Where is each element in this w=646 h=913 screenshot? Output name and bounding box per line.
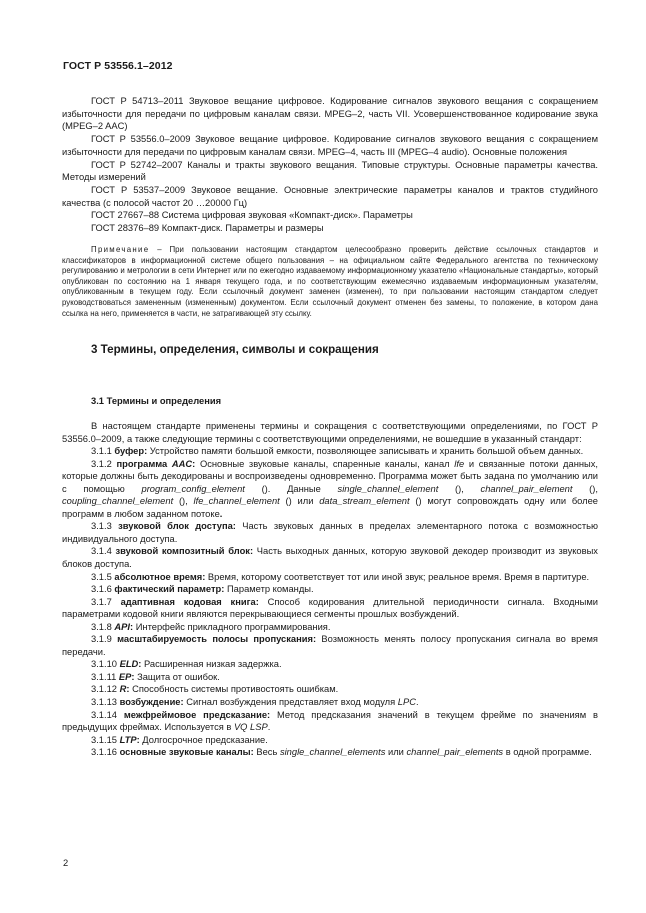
normative-references (62, 95, 598, 235)
term-entry: 3.1.9 масштабируемость полосы пропускания: Возможность менять полосу пропускания сигнала во время передачи. (62, 634, 598, 657)
term-entry: 3.1.15 LTP: Долгосрочное предсказание. (91, 734, 268, 745)
term-name: возбуждение: (119, 697, 184, 708)
reference-item: ГОСТ Р 54713–2011 Звуковое вещание цифровое. Кодирование сигналов звукового вещания с сокращением избыточности для передачи по цифровым каналам связи. MPEG–2, часть VII. Усовершенствованное кодирование звука (MPEG–2 AAC) (62, 96, 598, 132)
term-name: API (114, 621, 130, 632)
reference-item: ГОСТ Р 52742–2007 Каналы и тракты звукового вещания. Типовые структуры. Основные параметры качества. Методы измерений (62, 159, 598, 183)
reference-note (62, 245, 598, 319)
term-entry: 3.1.6 фактический параметр: Параметр команды. (91, 584, 314, 595)
document-header: ГОСТ Р 53556.1–2012 (63, 60, 173, 72)
term-name: EP (118, 671, 132, 682)
term-entry: 3.1.12 R: Способность системы противостоять ошибкам. (91, 684, 339, 695)
term-name: буфер: (114, 446, 148, 457)
term-name: адаптивная кодовая книга: (120, 596, 259, 607)
reference-item: ГОСТ 27667–88 Система цифровая звуковая «Компакт-диск». Параметры (91, 210, 413, 221)
reference-item: ГОСТ 28376–89 Компакт-диск. Параметры и размеры (91, 223, 324, 234)
intro-paragraph: В настоящем стандарте применены термины и сокращения с соответствующими определениями, по ГОСТ Р 53556.0–2009, а также следующие термины с соответствующими определениями, не вошедшие в указанный стандарт: (62, 421, 598, 444)
term-name: R (119, 684, 127, 695)
note-text: – При пользовании настоящим стандартом целесообразно проверить действие ссылочных стандартов и классификаторов в информационной системе общего пользования – на официальном сайте Федерального агентства по техническому регулированию и метрологии в сети Интернет или по ежегодно издаваемому информационному указателю «Национальные стандарты», который опубликован по состоянию на 1 января текущего года, и по соответствующим ежемесячно издаваемым информационным указателям, опубликованным в текущем году. Если ссылочный документ заменен (изменен), то при пользовании настоящим стандартом следует руководствоваться замененным (измененным) документом. Если ссылочный документ отменен без замены, то положение, в котором дана ссылка на него, применяется в части, не затрагивающей эту ссылку. (62, 245, 598, 318)
term-name: основные звуковые каналы: (119, 747, 254, 758)
term-name: межфреймовое предсказание: (123, 709, 271, 720)
term-name: программа (116, 458, 168, 469)
terms-body (62, 420, 598, 759)
term-name: LTP (119, 734, 137, 745)
term-name: звуковой блок доступа: (118, 521, 236, 532)
term-entry: 3.1.2 программа AAC: Основные звуковые каналы, спаренные каналы, канал lfe и связанные потоки данных, которые должны быть декодированы и воспроизведены одновременно. Программа может быть задана по умолчанию или с помощью program_config_element (). Данные single_channel_element (), channel_pair_element (), coupling_channel_element (), lfe_channel_element () или data_stream_element () могут сопровождать одну или более программ в любом заданном потоке. (62, 458, 599, 519)
term-entry: 3.1.11 EP: Защита от ошибок. (91, 671, 220, 682)
term-name: фактический параметр: (114, 584, 225, 595)
term-entry: 3.1.16 основные звуковые каналы: Весь single_channel_elements или channel_pair_elements в одной программе. (91, 747, 592, 758)
reference-item: ГОСТ Р 53537–2009 Звуковое вещание. Основные электрические параметры каналов и трактов студийного качества (с полосой частот 20 …20000 Гц) (62, 184, 598, 208)
term-entry: 3.1.8 API: Интерфейс прикладного программирования. (91, 621, 331, 632)
term-name: ELD (119, 659, 139, 670)
term-entry: 3.1.1 буфер: Устройство памяти большой емкости, позволяющее записывать и хранить большой объем данных. (91, 446, 584, 457)
term-name: звуковой композитный блок: (115, 546, 254, 557)
term-entry: 3.1.4 звуковой композитный блок: Часть выходных данных, которую звуковой декодер производит из звуковых блоков доступа. (62, 546, 598, 570)
section-title: 3 Термины, определения, символы и сокращения (91, 343, 379, 356)
term-entry: 3.1.14 межфреймовое предсказание: Метод предсказания значений в текущем фрейме по значениям в предыдущих фреймах. Используется в VQ LSP. (62, 709, 598, 733)
subsection-title: 3.1 Термины и определения (91, 396, 222, 406)
term-name: масштабируемость полосы пропускания: (117, 634, 317, 645)
term-entry: 3.1.7 адаптивная кодовая книга: Способ кодирования длительной периодичности сигнала. Входными параметрами кодовой книги являются перекрывающиеся сегменты прошлых возбуждений. (62, 596, 598, 620)
term-entry: 3.1.3 звуковой блок доступа: Часть звуковых данных в пределах элементарного потока с возможностью индивидуального доступа. (62, 521, 598, 544)
term-entry: 3.1.10 ELD: Расширенная низкая задержка. (91, 659, 282, 670)
term-entry: 3.1.13 возбуждение: Сигнал возбуждения представляет вход модуля LPC. (91, 697, 419, 708)
note-label: Примечание (91, 245, 150, 254)
term-entry: 3.1.5 абсолютное время: Время, которому соответствует тот или иной звук; реальное время. Время в партитуре. (91, 571, 590, 582)
page-number: 2 (63, 858, 69, 868)
reference-item: ГОСТ Р 53556.0–2009 Звуковое вещание цифровое. Кодирование сигналов звукового вещания с сокращением избыточности для передачи по цифровым каналам связи. MPEG–4, часть III (MPEG–4 audio). Основные положения (62, 134, 598, 157)
term-name: абсолютное время: (114, 571, 206, 582)
